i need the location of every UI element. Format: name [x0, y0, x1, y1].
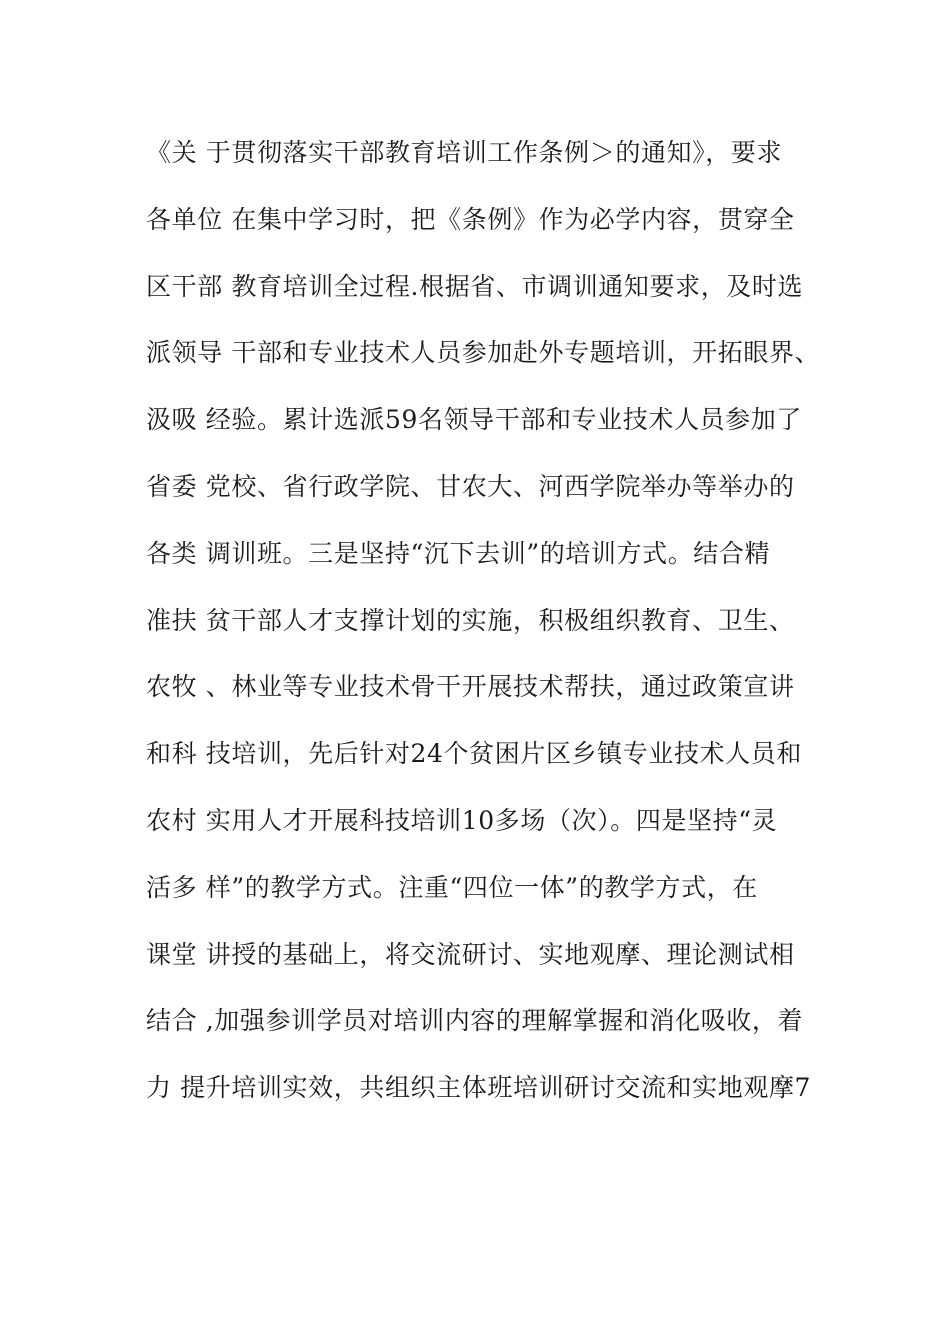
body-text — [146, 128, 826, 1130]
text-line-11: 农村 实用人才开展科技培训10多场（次）。四是坚持“灵 — [146, 805, 778, 835]
text-line-10: 和科 技培训，先后针对24个贫困片区乡镇专业技术人员和 — [146, 739, 802, 769]
text-line-7: 各类 调训班。三是坚持“沉下去训”的培训方式。结合精 — [146, 538, 771, 568]
text-line-15: 力 提升培训实效，共组织主体班培训研讨交流和实地观摩7 — [146, 1073, 812, 1103]
text-line-1: 《关 于贯彻落实干部教育培训工作条例＞的通知》，要求 — [146, 138, 783, 167]
text-line-12: 活多 样”的教学方式。注重“四位一体”的教学方式，在 — [146, 872, 758, 902]
text-line-3: 区干部 教育培训全过程.根据省、市调训通知要求，及时选 — [146, 271, 804, 301]
text-line-5: 汲吸 经验。累计选派59名领导干部和专业技术人员参加了 — [146, 405, 802, 435]
text-line-13: 课堂 讲授的基础上，将交流研讨、实地观摩、理论测试相 — [146, 939, 795, 969]
text-line-14: 结合 ,加强参训学员对培训内容的理解掌握和消化吸收，着 — [146, 1006, 804, 1036]
text-line-6: 省委 党校、省行政学院、甘农大、河西学院举办等举办的 — [146, 471, 795, 501]
text-line-8: 准扶 贫干部人才支撑计划的实施，积极组织教育、卫生、 — [146, 605, 795, 635]
text-line-4: 派领导 干部和专业技术人员参加赴外专题培训，开拓眼界、 — [146, 338, 821, 368]
text-line-9: 农牧 、林业等专业技术骨干开展技术帮扶，通过政策宣讲 — [146, 672, 795, 702]
text-line-2: 各单位 在集中学习时，把《条例》作为必学内容，贯穿全 — [146, 204, 795, 234]
